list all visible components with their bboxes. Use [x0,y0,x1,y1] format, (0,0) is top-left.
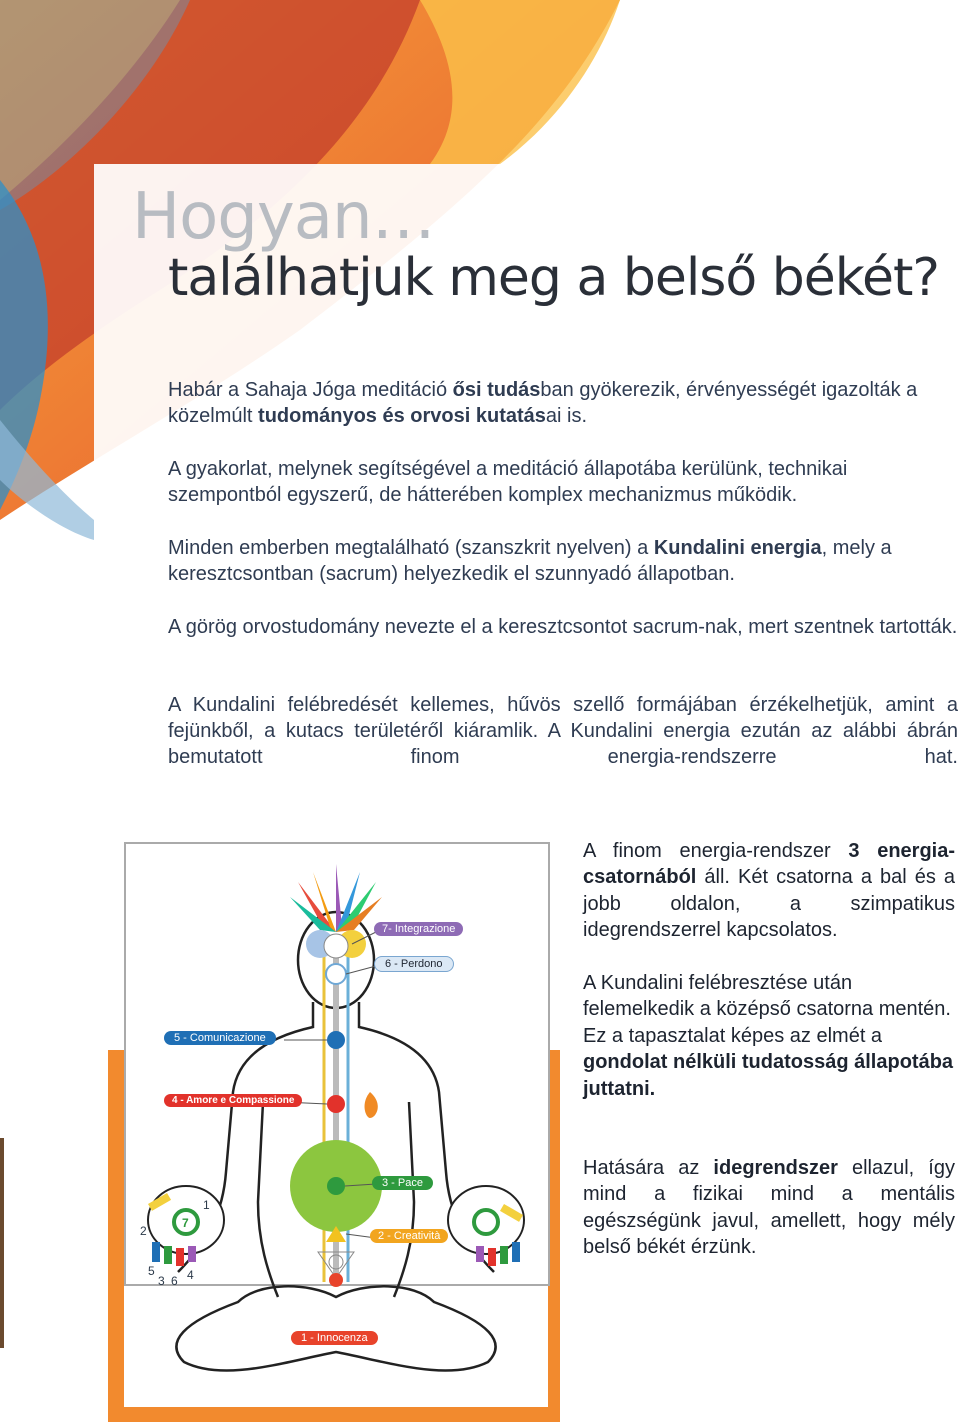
label-1: 1 - Innocenza [291,1331,378,1345]
edge-stripe [0,1138,4,1348]
intro-paragraph-1: Habár a Sahaja Jóga meditáció ősi tudásban gyökerezik, érvényességét igazolták a közelmúlt tudományos és orvosi kutatásai is. [168,379,918,427]
side-paragraph-1: A finom energia-rendszer 3 energia-csatornából áll. Két csatorna a bal és a jobb oldalon, a szimpatikus idegrendszerrel kapcsolatos. [583,840,955,942]
chakra-5 [327,1031,345,1049]
side-paragraph-3: Hatására az idegrendszer ellazul, így mind a fizikai mind a mentális egészségünk javul, amellett, hogy mély belső békét érzünk. [583,1157,955,1259]
intro-paragraph-3: Minden emberben megtalálható (szanszkrit nyelven) a Kundalini energia, mely a keresztcsontban (sacrum) helyezkedik el szunnyadó állapotban. [168,537,892,585]
hand-number: 3 [158,1274,165,1288]
label-6: 6 - Perdono [374,956,454,972]
right-hand [448,1186,524,1266]
hand-number: 7 [182,1216,189,1230]
label-4: 4 - Amore e Compassione [164,1094,302,1107]
page-title-light: Hogyan… [132,180,435,254]
intro-paragraph-4: A görög orvostudomány nevezte el a keresztcsontot sacrum-nak, mert szentnek tartották. [168,616,958,638]
hand-number: 6 [171,1274,178,1288]
label-5: 5 - Comunicazione [164,1031,276,1045]
hand-number: 5 [148,1264,155,1278]
intro-paragraph-2: A gyakorlat, melynek segítségével a meditáció állapotába kerülünk, technikai szempontból egyszerű, de hátterében komplex mechanizmus működik. [168,458,848,506]
label-3: 3 - Pace [372,1176,433,1190]
hand-number: 2 [140,1224,147,1238]
label-7: 7- Integrazione [374,922,463,936]
intro-paragraph-5: A Kundalini felébredését kellemes, hűvös szellő formájában érzékelhetjük, amint a fejünkből, a kutacs területéről kiáramlik. A Kundalini energia ezután az alábbi ábrán bemutatott finom energia-rendszerre hat. [168,694,958,768]
chakra-1 [329,1273,343,1287]
hand-number: 1 [203,1198,210,1212]
hand-number: 4 [187,1268,194,1282]
crown-petals [290,864,382,932]
side-paragraph-2: A Kundalini felébresztése után felemelkedik a középső csatorna mentén. Ez a tapasztalat képes az elmét a gondolat nélküli tudatosság állapotába juttatni. [583,972,954,1100]
chakra-4 [327,1095,345,1113]
label-2: 2 - Creatività [370,1229,448,1243]
page-title: találhatjuk meg a belső békét? [168,248,939,308]
